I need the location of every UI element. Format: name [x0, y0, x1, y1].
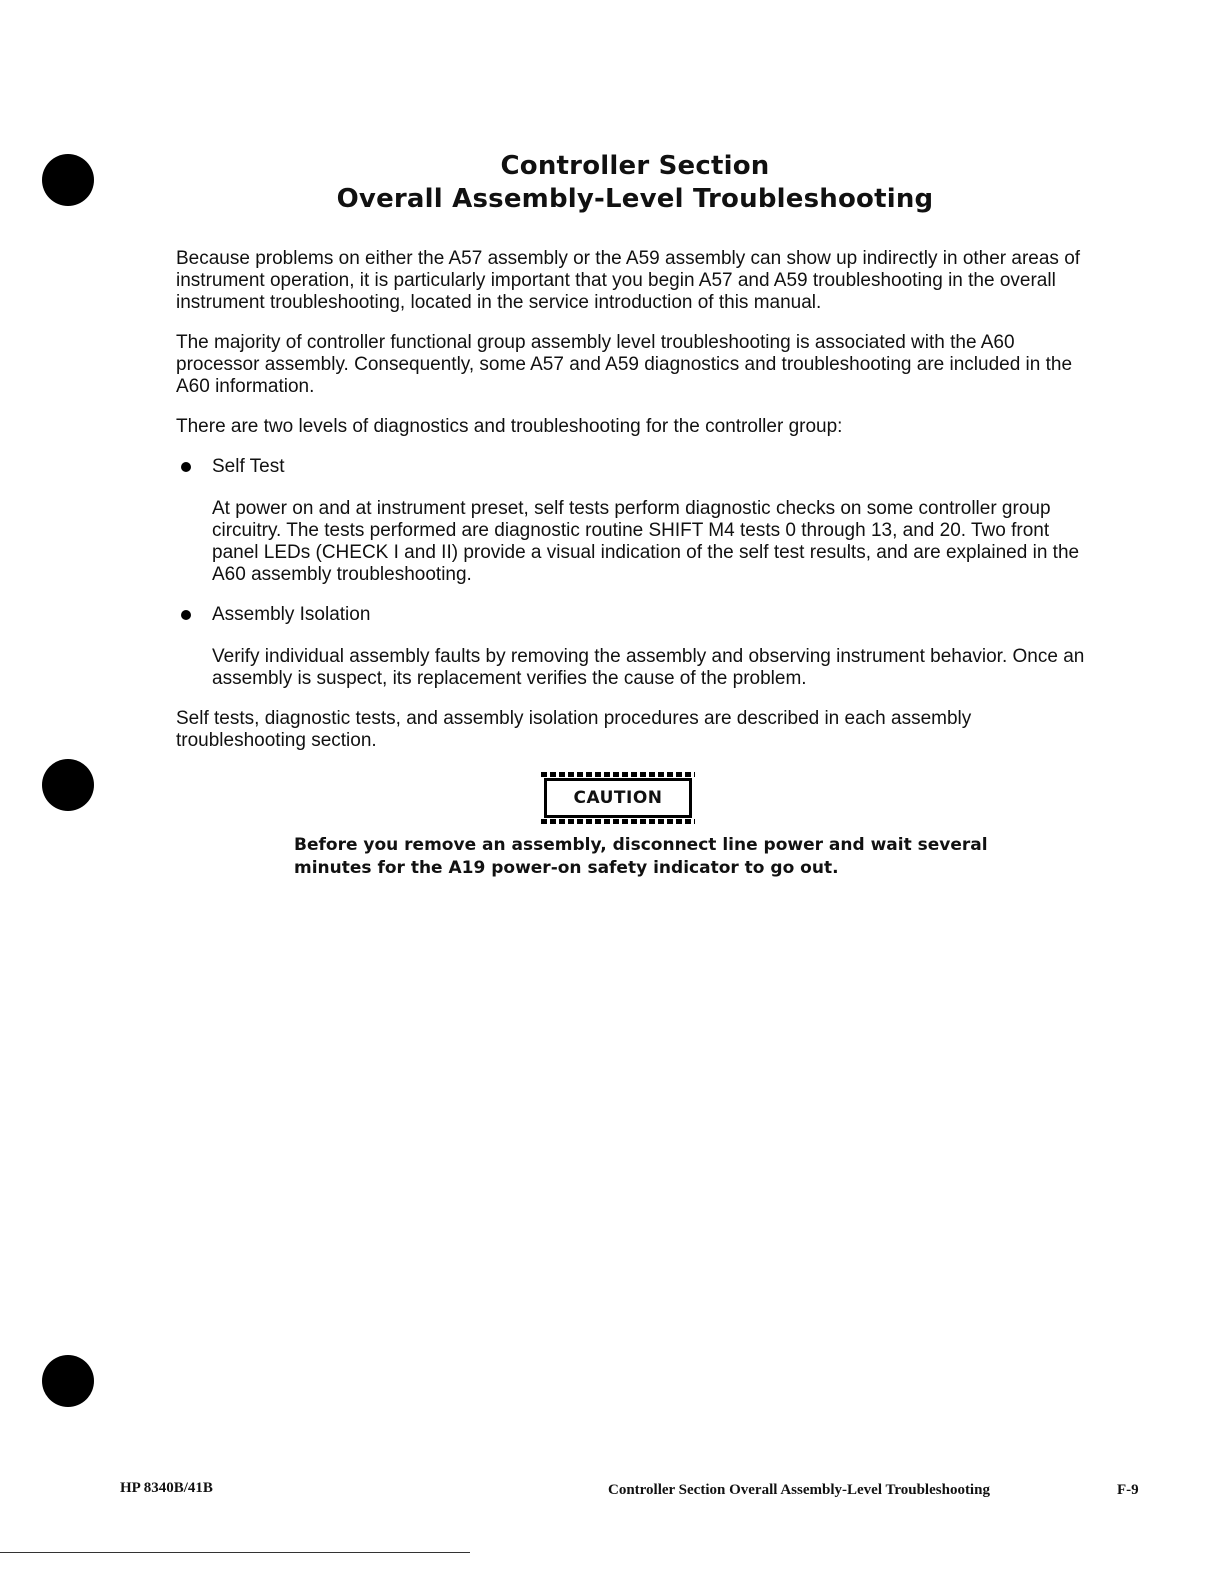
intro-paragraph: Because problems on either the A57 assembly or the A59 assembly can show up indirectly in other areas of instrument operation, it is particularly important that you begin A57 and A59 troubleshooting in the overall instrument troubleshooting, located in the service introduction of this manual.	[176, 248, 1081, 313]
page-content	[176, 248, 1094, 880]
caution-label: CAUTION	[544, 778, 691, 818]
page-title	[0, 150, 1229, 216]
bullet-body-assembly-isolation: Verify individual assembly faults by removing the assembly and observing instrument behavior. Once an assembly is suspect, its replacement verifies the cause of the problem.	[212, 646, 1085, 689]
diagnostic-levels-list	[176, 456, 1094, 690]
page-footer	[0, 1480, 1229, 1510]
bullet-body-self-test: At power on and at instrument preset, self tests perform diagnostic checks on some controller group circuitry. The tests performed are diagnostic routine SHIFT M4 tests 0 through 13, and 20. Two front panel LEDs (CHECK I and II) provide a visual indication of the self test results, and are explained in the A60 assembly troubleshooting.	[212, 498, 1080, 585]
bottom-rule	[0, 1552, 470, 1553]
footer-section-title: Controller Section Overall Assembly-Level Troubleshooting	[608, 1482, 990, 1498]
punch-hole-bottom	[42, 1355, 94, 1407]
footer-page-number: F-9	[1117, 1482, 1139, 1498]
bullet-label-self-test: Self Test	[212, 456, 285, 477]
footer-model: HP 8340B/41B	[120, 1480, 213, 1496]
caution-text: Before you remove an assembly, disconnect line power and wait several minutes for the A19 power-on safety indicator to go out.	[294, 835, 988, 878]
bullet-icon	[181, 610, 191, 620]
page-title-line-2: Overall Assembly-Level Troubleshooting	[336, 184, 934, 214]
page-title-line-1: Controller Section	[500, 151, 770, 181]
caution-banner	[176, 778, 1094, 818]
bullet-label-assembly-isolation: Assembly Isolation	[212, 604, 371, 625]
majority-paragraph: The majority of controller functional group assembly level troubleshooting is associated with the A60 processor assembly. Consequently, some A57 and A59 diagnostics and troubleshooting are included in the A60 information.	[176, 332, 1073, 397]
closing-paragraph: Self tests, diagnostic tests, and assembly isolation procedures are described in each assembly troubleshooting section.	[176, 708, 972, 751]
list-item	[176, 604, 1094, 690]
punch-hole-middle	[42, 759, 94, 811]
levels-paragraph: There are two levels of diagnostics and troubleshooting for the controller group:	[176, 416, 843, 437]
list-item	[176, 456, 1094, 586]
bullet-icon	[181, 462, 191, 472]
